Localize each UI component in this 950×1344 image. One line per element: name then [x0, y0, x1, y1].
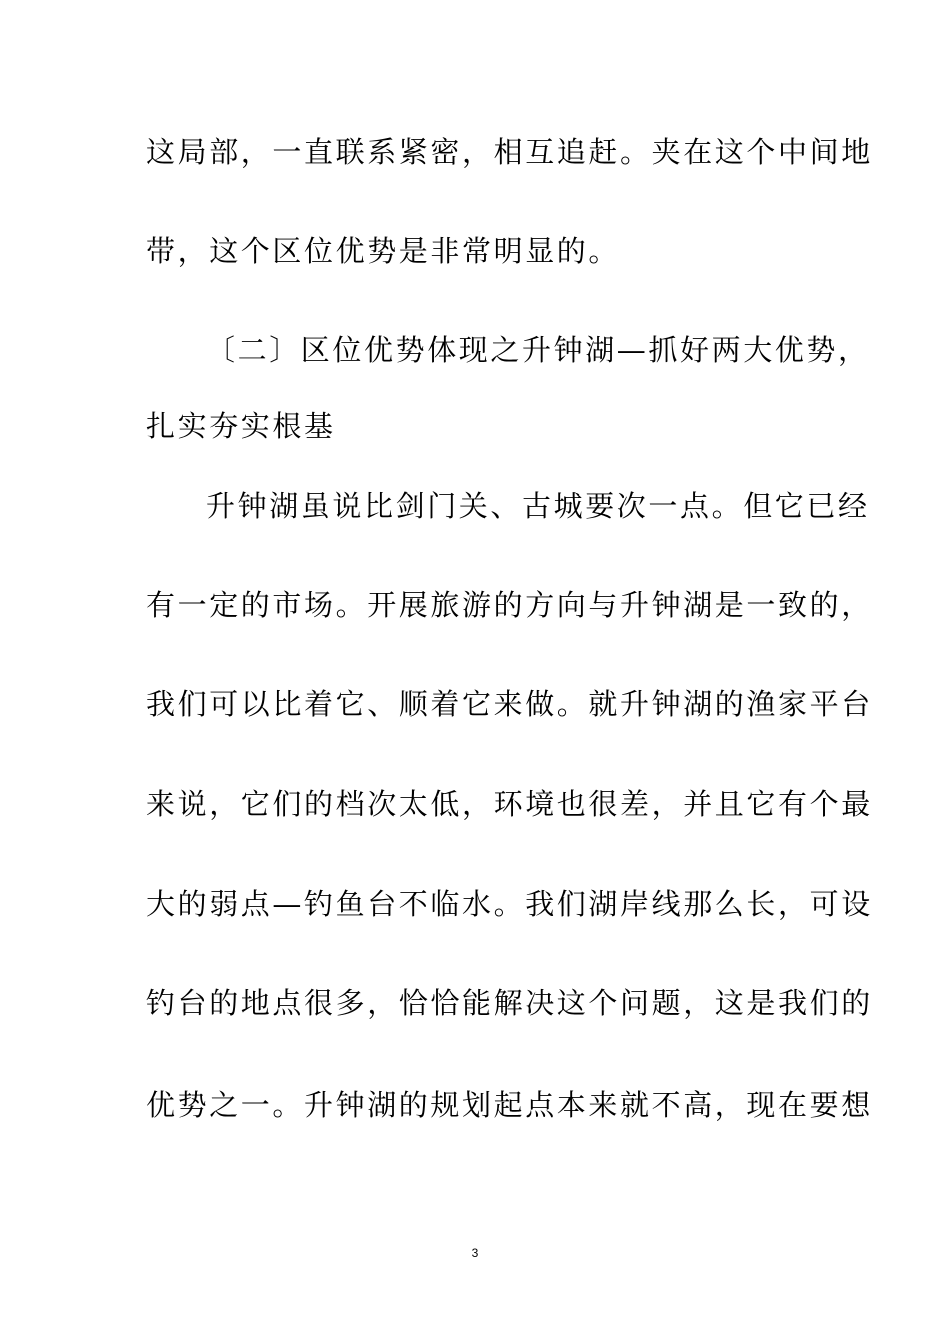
paragraph-line: 有一定的市场。开展旅游的方向与升钟湖是一致的， — [146, 588, 873, 622]
paragraph-line: 来说，它们的档次太低，环境也很差，并且它有个最 — [146, 787, 873, 821]
paragraph-line: 我们可以比着它、顺着它来做。就升钟湖的渔家平台 — [146, 687, 873, 721]
paragraph-line: 优势之一。升钟湖的规划起点本来就不高，现在要想 — [146, 1088, 873, 1122]
paragraph-line: 钓台的地点很多，恰恰能解决这个问题，这是我们的 — [146, 986, 873, 1020]
paragraph-line: 带，这个区位优势是非常明显的。 — [146, 234, 621, 268]
page-number: 3 — [471, 1246, 479, 1260]
paragraph-line: 升钟湖虽说比剑门关、古城要次一点。但它已经 — [206, 489, 870, 523]
section-heading-line: 扎实夯实根基 — [146, 409, 336, 443]
paragraph-line: 大的弱点—钓鱼台不临水。我们湖岸线那么长，可设 — [146, 887, 873, 921]
paragraph-line: 这局部，一直联系紧密，相互追赶。夹在这个中间地 — [146, 135, 873, 169]
section-heading-line: 〔二〕区位优势体现之升钟湖—抓好两大优势， — [206, 333, 870, 367]
